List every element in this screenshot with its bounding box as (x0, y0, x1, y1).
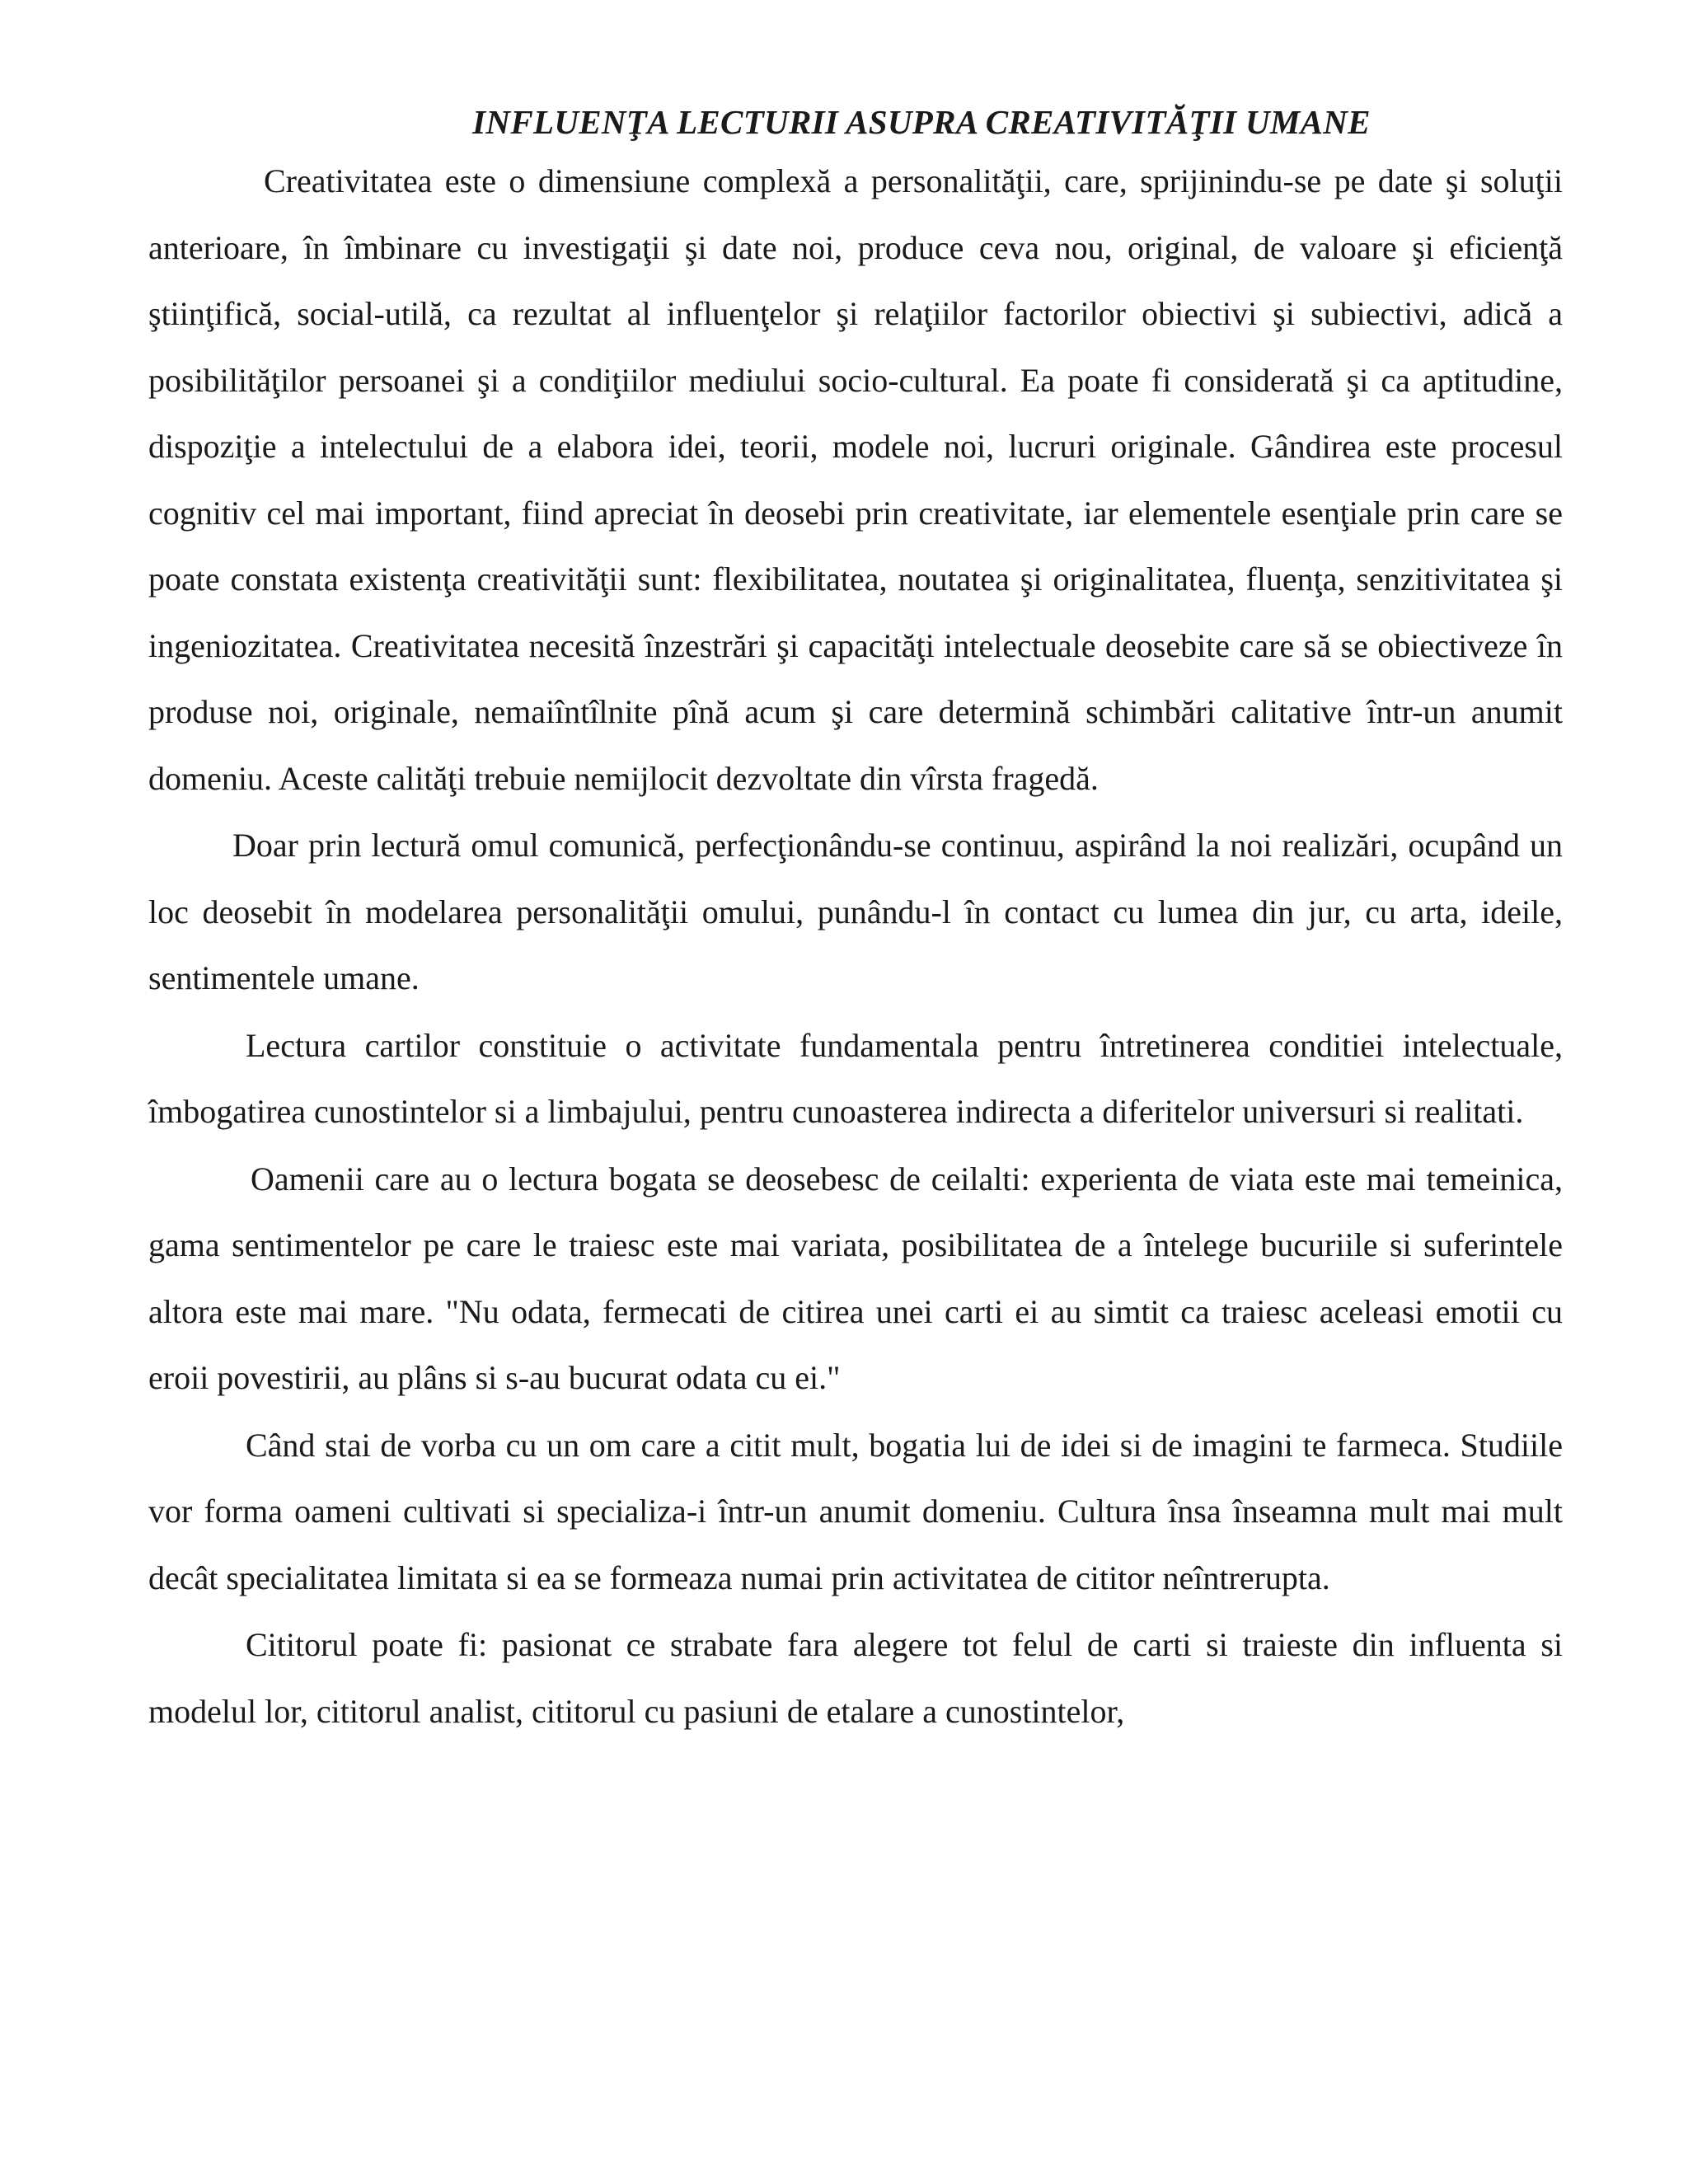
paragraph-reading-communication: Doar prin lectură omul comunică, perfecţionându-se continuu, aspirând la noi realizări, ocupând un loc deosebit în modelarea personalităţii omului, punându-l în contact cu lumea din jur, cu arta, ideile, sentimentele umane. (148, 827, 1563, 996)
document-title: INFLUENŢA LECTURII ASUPRA CREATIVITĂŢII UMANE (472, 103, 1371, 141)
paragraph-creativity-definition: Creativitatea este o dimensiune complexă a personalităţii, care, sprijinindu-se pe date şi soluţii anterioare, în îmbinare cu investigaţii şi date noi, produce ceva nou, original, de valoare şi eficienţă ştiinţifică, social-utilă, ca rezultat al influenţelor şi relaţiilor factorilor obiectivi şi subiectivi, adică a posibilităţilor persoanei şi a condiţiilor mediului socio-cultural. Ea poate fi considerată şi ca aptitudine, dispoziţie a intelectului de a elabora idei, teorii, modele noi, lucruri originale. Gândirea este procesul cognitiv cel mai important, fiind apreciat în deosebi prin creativitate, iar elementele esenţiale prin care se poate constata existenţa creativităţii sunt: flexibilitatea, noutatea şi originalitatea, fluenţa, senzitivitatea şi ingeniozitatea. Creativitatea necesită înzestrări şi capacităţi intelectuale deosebite care să se obiectiveze în produse noi, originale, nemaiîntîlnite pînă acum şi care determină schimbări calitative într-un anumit domeniu. Aceste calităţi trebuie nemijlocit dezvoltate din vîrsta fragedă. (148, 162, 1563, 797)
paragraph-rich-readers: Oamenii care au o lectura bogata se deosebesc de ceilalti: experienta de viata este mai temeinica, gama sentimentelor pe care le traiesc este mai variata, posibilitatea de a întelege bucuriile si suferintele altora este mai mare. "Nu odata, fermecati de citirea unei carti ei au simtit ca traiesc aceleasi emotii cu eroii povestirii, au plâns si s-au bucurat odata cu ei." (148, 1160, 1563, 1396)
paragraph-reader-types: Cititorul poate fi: pasionat ce strabate fara alegere tot felul de carti si traieste din influenta si modelul lor, cititorul analist, cititorul cu pasiuni de etalare a cunostintelor, (148, 1626, 1563, 1730)
paragraph-reading-books: Lectura cartilor constituie o activitate fundamentala pentru întretinerea conditiei intelectuale, îmbogatirea cunostintelor si a limbajului, pentru cunoasterea indirecta a diferitelor universuri si realitati. (148, 1026, 1563, 1130)
paragraph-culture: Când stai de vorba cu un om care a citit mult, bogatia lui de idei si de imagini te farmeca. Studiile vor forma oameni cultivati si specializa-i într-un anumit domeniu. Cultura însa înseamna mult mai mult decât specialitatea limitata si ea se formeaza numai prin activitatea de cititor neîntrerupta. (148, 1426, 1563, 1596)
document-page (148, 97, 1563, 1745)
